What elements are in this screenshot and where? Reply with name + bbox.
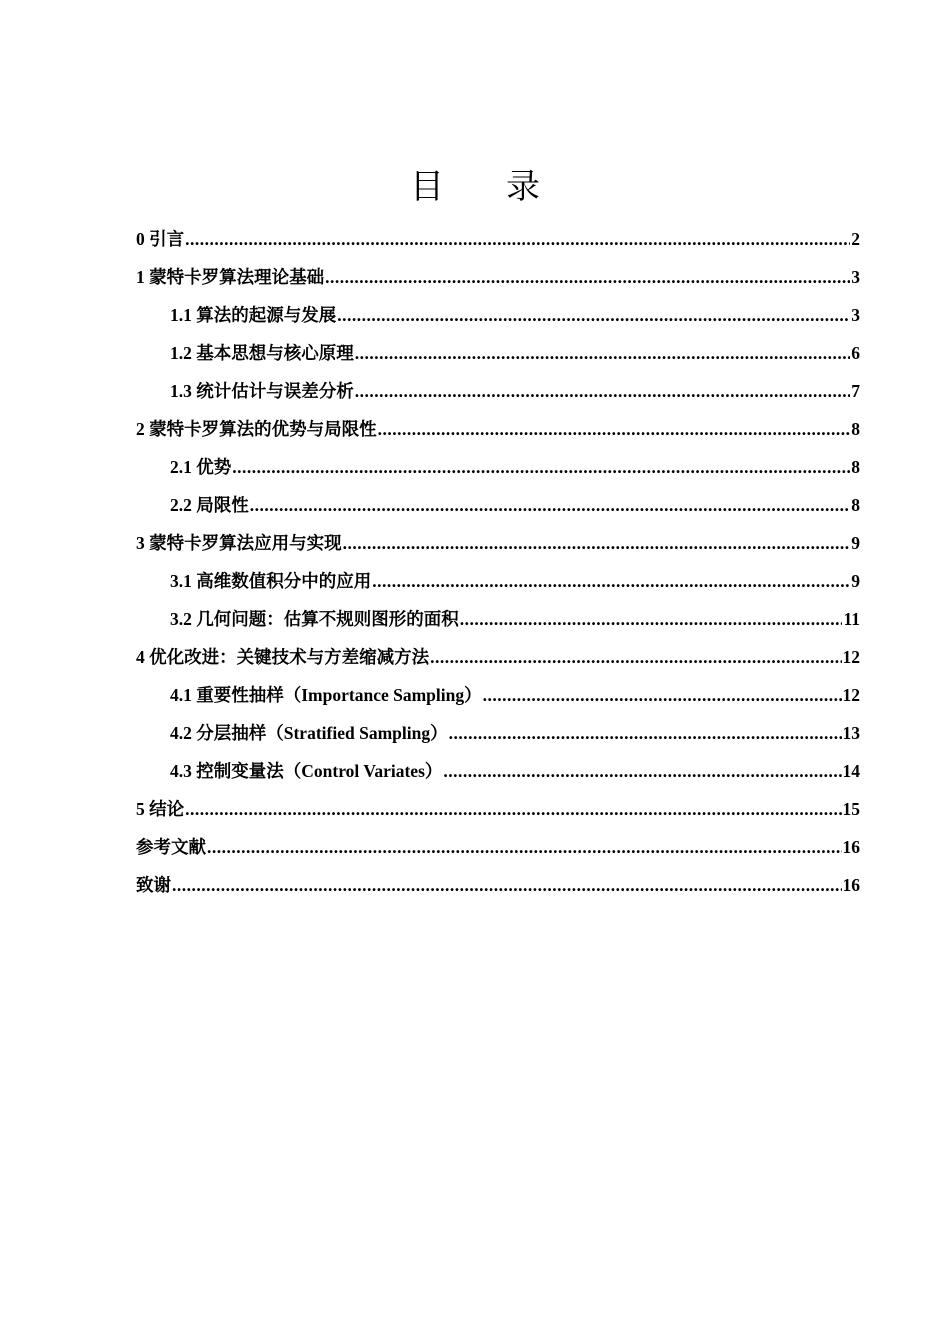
toc-dot-leader [460,600,843,638]
toc-title: 目录 [410,168,602,206]
toc-dot-leader [378,410,851,448]
toc-dot-leader [443,752,841,790]
toc-entry-label: 1.2 基本思想与核心原理 [170,343,354,363]
toc-entry[interactable] [136,448,860,486]
toc-entry-label: 4.1 重要性抽样（Importance Sampling） [170,685,482,705]
toc-entry-page-number: 12 [842,647,860,667]
toc-dot-leader [483,676,842,714]
toc-entry-label: 2.1 优势 [170,457,232,477]
toc-entry-page-number: 3 [851,305,860,325]
toc-entry-label: 4.2 分层抽样（Stratified Sampling） [170,723,448,743]
toc-entry-page-number: 9 [851,571,860,591]
toc-entry-page-number: 12 [842,685,860,705]
toc-entry-label: 3.1 高维数值积分中的应用 [170,571,372,591]
toc-entry[interactable] [136,258,860,296]
toc-dot-leader [185,790,841,828]
toc-entry[interactable] [136,410,860,448]
toc-entry[interactable] [136,334,860,372]
toc-entry[interactable] [136,752,860,790]
toc-entry-label: 参考文献 [136,837,206,857]
toc-dot-leader [337,296,850,334]
toc-entry-page-number: 7 [851,381,860,401]
toc-entry-label: 3.2 几何问题：估算不规则图形的面积 [170,609,459,629]
toc-entry-page-number: 8 [851,419,860,439]
toc-entry[interactable] [136,790,860,828]
toc-entry[interactable] [136,220,860,258]
toc-entry-page-number: 15 [842,799,860,819]
toc-entry[interactable] [136,486,860,524]
toc-dot-leader [449,714,842,752]
toc-dot-leader [185,220,850,258]
toc-dot-leader [207,828,842,866]
toc-entry[interactable] [136,524,860,562]
toc-entry-label: 4.3 控制变量法（Control Variates） [170,761,443,781]
toc-entry-page-number: 16 [842,837,860,857]
toc-entry[interactable] [136,296,860,334]
toc-dot-leader [343,524,851,562]
toc-dot-leader [172,866,842,904]
toc-list [136,220,860,904]
toc-entry-label: 1.3 统计估计与误差分析 [170,381,354,401]
toc-entry[interactable] [136,600,860,638]
toc-entry-label: 2.2 局限性 [170,495,249,515]
toc-entry[interactable] [136,562,860,600]
toc-entry-page-number: 9 [851,533,860,553]
toc-entry-label: 1.1 算法的起源与发展 [170,305,337,325]
toc-dot-leader [355,372,851,410]
toc-entry-page-number: 8 [851,495,860,515]
toc-entry[interactable] [136,828,860,866]
toc-entry-label: 致谢 [136,875,171,895]
toc-dot-leader [430,638,841,676]
toc-entry-page-number: 11 [843,609,860,629]
toc-entry-label: 5 结论 [136,799,185,819]
toc-dot-leader [372,562,850,600]
toc-entry-label: 3 蒙特卡罗算法应用与实现 [136,533,342,553]
toc-dot-leader [355,334,851,372]
toc-dot-leader [325,258,850,296]
toc-entry-page-number: 8 [851,457,860,477]
toc-entry-page-number: 13 [842,723,860,743]
toc-entry[interactable] [136,866,860,904]
toc-dot-leader [232,448,850,486]
toc-entry-page-number: 2 [851,229,860,249]
toc-entry-label: 4 优化改进：关键技术与方差缩减方法 [136,647,430,667]
toc-entry-page-number: 14 [842,761,860,781]
toc-entry[interactable] [136,676,860,714]
toc-entry-label: 0 引言 [136,229,185,249]
toc-dot-leader [250,486,851,524]
toc-entry-page-number: 16 [842,875,860,895]
toc-entry[interactable] [136,638,860,676]
toc-entry[interactable] [136,372,860,410]
toc-entry-label: 2 蒙特卡罗算法的优势与局限性 [136,419,377,439]
toc-entry-page-number: 3 [851,267,860,287]
toc-entry[interactable] [136,714,860,752]
toc-entry-page-number: 6 [851,343,860,363]
toc-entry-label: 1 蒙特卡罗算法理论基础 [136,267,325,287]
